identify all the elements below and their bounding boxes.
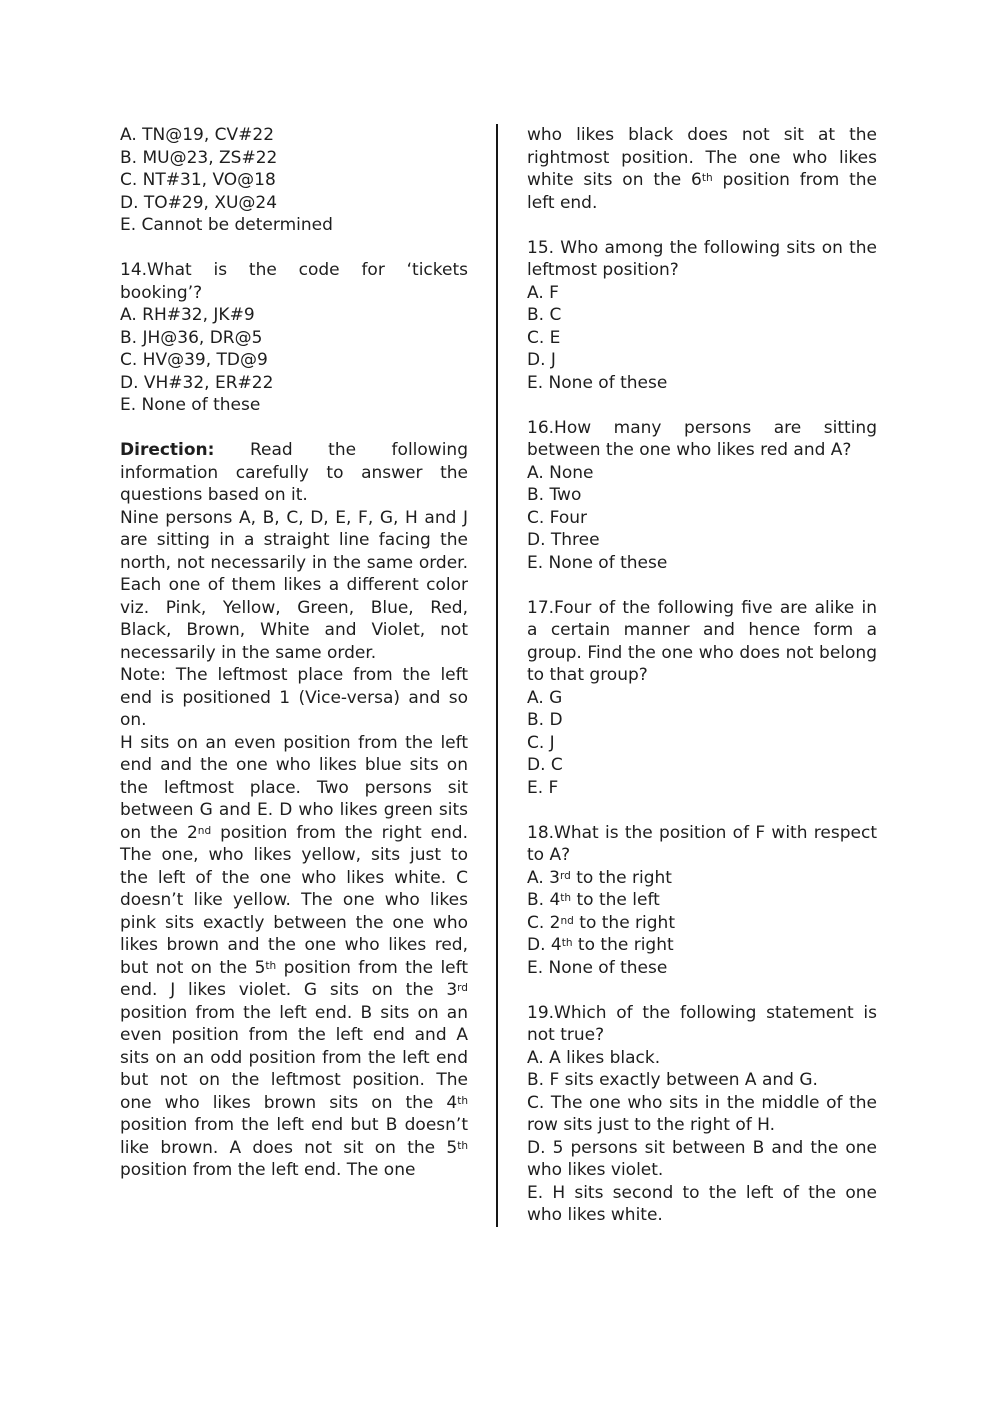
answer-option: A. A likes black. [527,1047,661,1068]
right-column [527,124,877,1227]
blank-line [527,799,877,822]
question-19: 19.Which of the following statement is not true? [527,1002,877,1045]
answer-option: E. None of these [527,552,668,573]
answer-option: A. 3rd to the right [527,867,672,888]
answer-option: E. None of these [527,957,668,978]
note-paragraph: Note: The leftmost place from the left end is positioned 1 (Vice-versa) and so on. [120,665,468,730]
answer-option: C. NT#31, VO@18 [120,170,276,190]
answer-option: D. 5 persons sit between B and the one who likes violet. [527,1137,877,1180]
answer-option: C. 2nd to the right [527,912,675,933]
answer-option: D. VH#32, ER#22 [120,372,274,393]
answer-option: A. TN@19, CV#22 [120,125,275,145]
clues-paragraph-continued: who likes black does not sit at the rightmost position. The one who likes white sits on the 6th position from the left end. [527,125,877,213]
column-divider [496,124,498,1227]
answer-option: C. J [527,732,555,753]
answer-option: E. F [527,777,559,798]
answer-option: D. C [527,755,563,775]
left-column [120,124,468,1227]
question-15: 15. Who among the following sits on the leftmost position? [527,237,877,280]
answer-option: E. H sits second to the left of the one who likes white. [527,1182,877,1225]
question-14: 14.What is the code for ‘tickets booking’? [120,260,468,303]
clues-paragraph: H sits on an even position from the left end and the one who likes blue sits on the leftmost place. Two persons sit between G and E. D who likes green sits on the 2nd position from the right end. The one, who likes yellow, sits just to the left of the one who likes white. C doesn’t like yellow. The one who likes pink sits exactly between the one who likes brown and the one who likes red, but not on the 5th position from the left end. J likes violet. G sits on the 3rd position from the left end. B sits on an even position from the left end and A sits on an odd position from the left end but not on the leftmost position. The one who likes brown sits on the 4th position from the left end but B doesn’t like brown. A does not sit on the 5th position from the left end. The one [120,732,468,1180]
answer-option: C. Four [527,507,588,528]
answer-option: B. 4th to the left [527,890,660,910]
answer-option: A. F [527,282,559,303]
answer-option: B. Two [527,485,582,505]
answer-option: D. TO#29, XU@24 [120,192,278,213]
blank-line [527,214,877,237]
setup-paragraph: Nine persons A, B, C, D, E, F, G, H and J are sitting in a straight line facing the north, not necessarily in the same order. Each one of them likes a different color viz. Pink, Yellow, Green, Blue, Red, Black, Brown, White and Violet, not necessarily in the same order. [120,507,468,663]
answer-option: B. JH@36, DR@5 [120,327,263,348]
answer-option: E. None of these [527,372,668,393]
direction-paragraph: Direction: Read the following information carefully to answer the questions based on it. [120,440,468,505]
answer-option: A. RH#32, JK#9 [120,305,255,325]
answer-option: B. F sits exactly between A and G. [527,1070,818,1090]
answer-option: D. Three [527,530,600,550]
answer-option: E. None of these [120,395,261,415]
blank-line [527,394,877,417]
blank-line [527,979,877,1002]
answer-option: E. Cannot be determined [120,215,333,235]
answer-option: D. J [527,350,556,370]
question-16: 16.How many persons are sitting between the one who likes red and A? [527,417,877,460]
blank-line [120,237,468,260]
answer-option: C. The one who sits in the middle of the row sits just to the right of H. [527,1092,877,1135]
blank-line [120,417,468,440]
answer-option: A. None [527,462,594,483]
answer-option: B. MU@23, ZS#22 [120,147,278,168]
blank-line [527,574,877,597]
answer-option: C. HV@39, TD@9 [120,350,268,370]
question-17: 17.Four of the following five are alike in a certain manner and hence form a group. Find the one who does not belong to that group? [527,597,877,685]
answer-option: D. 4th to the right [527,935,674,955]
answer-option: B. D [527,710,563,730]
answer-option: C. E [527,327,561,348]
answer-option: A. G [527,687,563,708]
answer-option: B. C [527,305,562,325]
question-18: 18.What is the position of F with respect to A? [527,822,877,865]
